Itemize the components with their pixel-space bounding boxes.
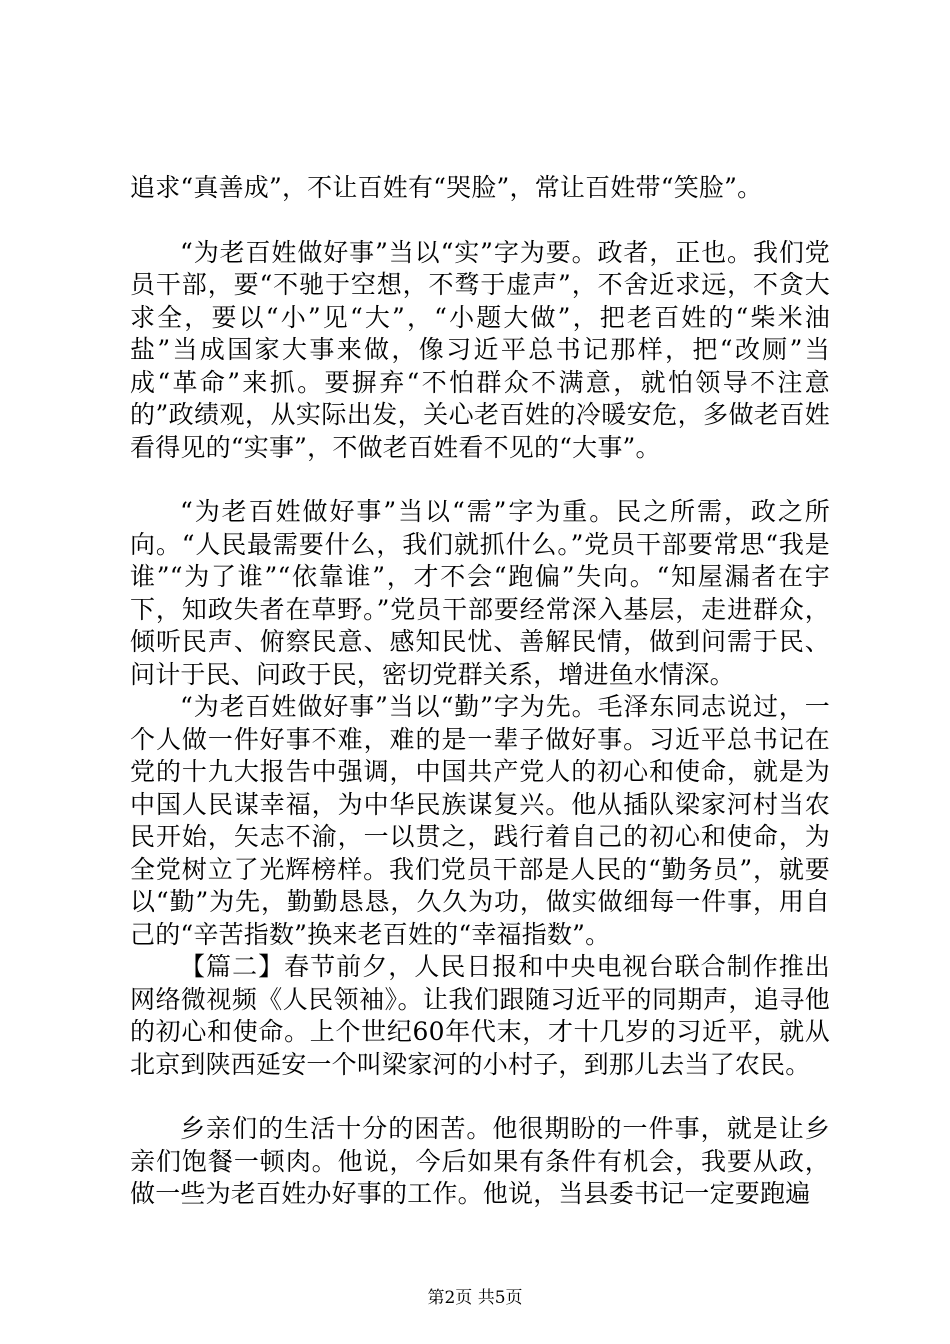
paragraph-6: 乡亲们的生活十分的困苦。他很期盼的一件事，就是让乡亲们饱餐一顿肉。他说，今后如果有条件有机会，我要从政，做一些为老百姓办好事的工作。他说，当县委书记一定要跑遍 [130,1114,830,1208]
paragraph-spacer [130,1081,830,1113]
paragraph-4: “为老百姓做好事”当以“勤”字为先。毛泽东同志说过，一个人做一件好事不难，难的是一辈子做好事。习近平总书记在党的十九大报告中强调，中国共产党人的初心和使命，就是为中国人民谋幸福，为中华民族谋复兴。他从插队梁家河村当农民开始，矢志不渝，一以贯之，践行着自己的初心和使命，为全党树立了光辉榜样。我们党员干部是人民的“勤务员”，就要以“勤”为先，勤勤恳恳，久久为功，做实做细每一件事，用自己的“辛苦指数”换来老百姓的“幸福指数”。 [130,692,830,949]
paragraph-3: “为老百姓做好事”当以“需”字为重。民之所需，政之所向。“人民最需要什么，我们就抓什么。”党员干部要常思“我是谁”“为了谁”“依靠谁”，才不会“跑偏”失向。“知屋漏者在宇下，知政失者在草野。”党员干部要经常深入基层，走进群众，倾听民声、俯察民意、感知民忧、善解民情，做到问需于民、问计于民、问政于民，密切党群关系，增进鱼水情深。 [130,497,830,689]
document-body [130,172,830,1211]
page-number-footer: 第2页 共5页 [427,1288,523,1308]
paragraph-5: 【篇二】春节前夕，人民日报和中央电视台联合制作推出网络微视频《人民领袖》。让我们跟随习近平的同期声，追寻他的初心和使命。上个世纪60年代末，才十几岁的习近平，就从北京到陕西延安一个叫梁家河的小村子，到那儿去当了农民。 [130,952,830,1079]
paragraph-spacer [130,464,830,496]
paragraph-2: “为老百姓做好事”当以“实”字为要。政者，正也。我们党员干部，要“不驰于空想，不骛于虚声”，不舍近求远，不贪大求全，要以“小”见“大”，“小题大做”，把老百姓的“柴米油盐”当成国家大事来做，像习近平总书记那样，把“改厕”当成“革命”来抓。要摒弃“不怕群众不满意，就怕领导不注意的”政绩观，从实际出发，关心老百姓的冷暖安危，多做老百姓看得见的“实事”，不做老百姓看不见的“大事”。 [130,237,830,462]
paragraph-spacer [130,205,830,237]
paragraph-1: 追求“真善成”，不让百姓有“哭脸”，常让百姓带“笑脸”。 [130,173,763,202]
